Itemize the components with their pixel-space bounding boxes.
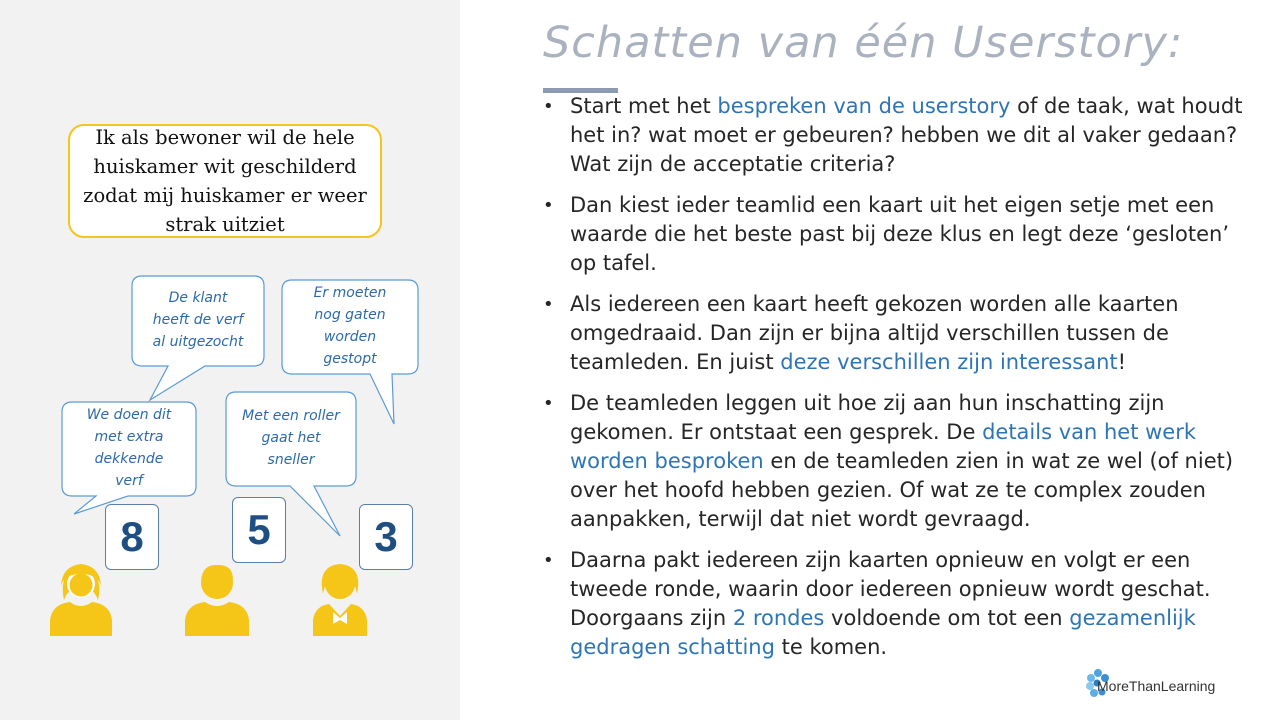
bullet-text: of de taak, wat houdt het in? wat moet er gebeuren? hebben we dit al vaker gedaan? Wat zijn de acceptatie criteria? — [570, 94, 1243, 176]
bullet-highlight: 2 rondes — [732, 606, 825, 630]
estimate-card: 3 — [359, 504, 413, 570]
bubble-line: dekkende — [94, 451, 164, 467]
user-story-text: Ik als bewoner wil de hele huiskamer wit geschilderd zodat mij huiskamer er weer strak uitziet — [83, 126, 367, 236]
man-icon — [183, 562, 251, 636]
estimate-card: 8 — [105, 504, 159, 570]
bullet-dot: • — [543, 294, 554, 315]
bubble-line: Met een roller — [242, 408, 340, 424]
bullet-text: Als iedereen een kaart heeft gekozen worden alle kaarten omgedraaid. Dan zijn er bijna altijd verschillen tussen de teamleden. En juist — [570, 292, 1179, 374]
bullet-highlight: bespreken van de userstory — [717, 94, 1011, 118]
bubble-line: verf — [115, 473, 143, 489]
logo-text: MoreThanLearning — [1097, 678, 1216, 694]
bubble-line: al uitgezocht — [152, 334, 244, 350]
bullet-item — [543, 290, 1243, 377]
bubble-line: gestopt — [323, 351, 377, 367]
bullet-dot: • — [543, 393, 554, 414]
bullet-text: De teamleden leggen uit hoe zij aan hun inschatting zijn gekomen. Er ontstaat een gesprek. De — [570, 391, 1165, 444]
bubble-line: sneller — [267, 452, 315, 468]
bullet-text: voldoende om tot een — [824, 606, 1070, 630]
bullet-text: Start met het — [570, 94, 718, 118]
bubble-line: gaat het — [261, 430, 321, 446]
bullet-list — [543, 92, 1243, 674]
bullet-highlight: deze verschillen zijn interessant — [780, 350, 1118, 374]
bullet-text: Dan kiest ieder teamlid een kaart uit het eigen setje met een waarde die het beste past bij deze klus en legt deze ‘gesloten’ op tafel. — [570, 193, 1229, 275]
bullet-highlight: gezamenlijk gedragen schatting — [570, 606, 1196, 659]
slide-title: Schatten van één Userstory: — [543, 18, 1184, 68]
bullet-text: te komen. — [774, 635, 888, 659]
bubble-text — [62, 404, 196, 492]
bubble-line: We doen dit — [86, 407, 172, 423]
bullet-dot: • — [543, 195, 554, 216]
bullet-item — [543, 191, 1243, 278]
bubble-line: nog gaten — [314, 307, 386, 323]
bullet-dot: • — [543, 550, 554, 571]
girl-icon — [311, 560, 369, 636]
bubble-line: worden — [323, 329, 377, 345]
bullet-highlight: details van het werk worden besproken — [570, 420, 1197, 473]
bubble-line: De klant — [168, 290, 228, 306]
bubble-line: Er moeten — [313, 285, 387, 301]
bullet-text: Daarna pakt iedereen zijn kaarten opnieuw en volgt er een tweede ronde, waarin door iedereen opnieuw wordt geschat. Doorgaans zijn — [570, 548, 1211, 630]
bubble-text — [282, 282, 418, 370]
estimate-card: 5 — [232, 497, 286, 563]
bubble-line: heeft de verf — [152, 312, 244, 328]
woman-icon — [48, 558, 114, 636]
bubble-text — [226, 405, 356, 471]
bullet-dot: • — [543, 96, 554, 117]
bubble-line: met extra — [94, 429, 164, 445]
bullet-item — [543, 546, 1243, 662]
bullet-item — [543, 92, 1243, 179]
bullet-item — [543, 389, 1243, 534]
bullet-text: ! — [1117, 350, 1127, 374]
bullet-text: en de teamleden zien in wat ze wel (of niet) over het hoofd hebben gezien. Of wat ze te complex zouden aanpakken, terwijl dat niet wordt gevraagd. — [570, 449, 1234, 531]
bubble-text — [132, 287, 264, 353]
